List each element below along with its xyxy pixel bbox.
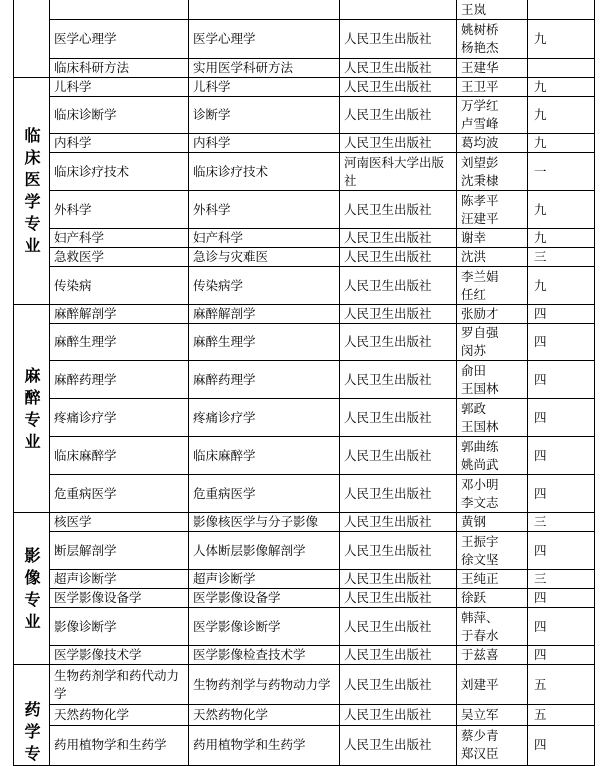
editor-name: 吴立军 [461, 706, 499, 722]
table-row [14, 153, 595, 191]
category-label: 药学专 [24, 700, 41, 763]
course-name-cell: 超声诊断学 [50, 570, 189, 589]
editor-name: 张励才 [461, 306, 499, 321]
table-row [14, 589, 595, 608]
textbook-name-cell: 麻醉药理学 [189, 361, 340, 399]
course-name-cell: 传染病 [50, 267, 189, 305]
course-name-cell: 断层解剖学 [50, 532, 189, 570]
publisher-cell: 人民卫生出版社 [340, 705, 457, 725]
textbook-name-cell: 医学影像设备学 [189, 589, 340, 608]
editor-name: 任红 [461, 286, 487, 302]
table-row [14, 513, 595, 532]
edition-cell [528, 0, 595, 20]
textbook-table [13, 0, 595, 766]
course-name-cell: 危重病医学 [50, 475, 189, 513]
editor-cell [457, 229, 528, 248]
editor-cell [457, 20, 528, 59]
textbook-name-cell: 天然药物化学 [189, 705, 340, 725]
edition-cell: 四 [528, 725, 595, 765]
textbook-name-cell: 麻醉生理学 [189, 324, 340, 361]
textbook-name-cell: 外科学 [189, 191, 340, 229]
editor-name: 闵苏 [461, 343, 487, 358]
textbook-name-cell: 药用植物学和生药学 [189, 725, 340, 765]
textbook-name-cell: 麻醉解剖学 [189, 305, 340, 324]
table-row [14, 305, 595, 324]
publisher-cell: 人民卫生出版社 [340, 59, 457, 78]
editor-name: 沈洪 [461, 249, 487, 264]
editor-name: 邓小明 [461, 476, 499, 492]
course-name-cell: 麻醉药理学 [50, 361, 189, 399]
textbook-name-cell: 实用医学科研方法 [189, 59, 340, 78]
editor-name: 葛均波 [461, 135, 499, 150]
table-row [14, 532, 595, 570]
publisher-cell: 人民卫生出版社 [340, 248, 457, 267]
edition-cell: 四 [528, 361, 595, 399]
publisher-cell: 人民卫生出版社 [340, 437, 457, 475]
table-row [14, 399, 595, 437]
category-label: 影像专业 [24, 545, 41, 631]
publisher-cell: 人民卫生出版社 [340, 725, 457, 765]
edition-cell: 九 [528, 20, 595, 59]
editor-cell [457, 570, 528, 589]
publisher-cell: 人民卫生出版社 [340, 191, 457, 229]
edition-cell: 一 [528, 153, 595, 191]
textbook-name-cell: 人体断层影像解剖学 [189, 532, 340, 570]
textbook-name-cell: 超声诊断学 [189, 570, 340, 589]
course-name-cell: 生物药剂学和药代动力学 [50, 665, 189, 705]
editor-cell [457, 725, 528, 765]
editor-name: 汪建平 [461, 210, 499, 226]
publisher-cell: 人民卫生出版社 [340, 532, 457, 570]
textbook-name-cell: 内科学 [189, 134, 340, 153]
editor-name: 黄钢 [461, 514, 487, 529]
textbook-name-cell: 危重病医学 [189, 475, 340, 513]
table-row [14, 78, 595, 97]
course-name-cell: 医学心理学 [50, 20, 189, 59]
editor-cell [457, 248, 528, 267]
edition-cell: 四 [528, 399, 595, 437]
course-name-cell [50, 0, 189, 20]
table-row [14, 267, 595, 305]
textbook-name-cell: 医学心理学 [189, 20, 340, 59]
editor-name: 李兰娟 [461, 268, 499, 284]
editor-cell [457, 153, 528, 191]
textbook-name-cell: 医学影像诊断学 [189, 608, 340, 646]
editor-name: 于春水 [461, 627, 499, 643]
edition-cell: 四 [528, 532, 595, 570]
publisher-cell: 河南医科大学出版社 [340, 153, 457, 191]
publisher-cell: 人民卫生出版社 [340, 229, 457, 248]
publisher-cell: 人民卫生出版社 [340, 475, 457, 513]
editor-name: 谢幸 [461, 230, 487, 245]
textbook-name-cell: 诊断学 [189, 97, 340, 134]
category-cell [14, 0, 50, 78]
table-row [14, 0, 595, 20]
editor-name: 刘建平 [461, 676, 499, 692]
editor-name: 罗自强 [461, 325, 499, 340]
publisher-cell: 人民卫生出版社 [340, 665, 457, 705]
edition-cell: 三 [528, 513, 595, 532]
edition-cell [528, 59, 595, 78]
table-row [14, 665, 595, 705]
editor-cell [457, 59, 528, 78]
editor-name: 陈孝平 [461, 192, 499, 208]
editor-name: 王卫平 [461, 79, 499, 94]
editor-cell [457, 532, 528, 570]
textbook-name-cell: 儿科学 [189, 78, 340, 97]
edition-cell: 四 [528, 608, 595, 646]
editor-name: 郭曲练 [461, 438, 499, 454]
edition-cell: 四 [528, 646, 595, 665]
editor-name: 李文志 [461, 494, 499, 510]
table-row [14, 134, 595, 153]
table-row [14, 361, 595, 399]
textbook-name-cell [189, 0, 340, 20]
edition-cell: 三 [528, 248, 595, 267]
course-name-cell: 临床麻醉学 [50, 437, 189, 475]
edition-cell: 九 [528, 191, 595, 229]
publisher-cell: 人民卫生出版社 [340, 399, 457, 437]
table-row [14, 725, 595, 765]
publisher-cell: 人民卫生出版社 [340, 513, 457, 532]
editor-name: 韩萍、 [461, 609, 499, 625]
course-name-cell: 核医学 [50, 513, 189, 532]
editor-name: 王国林 [461, 418, 499, 434]
category-label: 麻醉专业 [24, 365, 41, 451]
publisher-cell [340, 0, 457, 20]
textbook-name-cell: 临床诊疗技术 [189, 153, 340, 191]
editor-name: 王纯正 [461, 571, 499, 586]
textbook-name-cell: 生物药剂学与药物动力学 [189, 665, 340, 705]
publisher-cell: 人民卫生出版社 [340, 78, 457, 97]
editor-cell [457, 399, 528, 437]
editor-name: 于兹喜 [461, 647, 499, 662]
editor-cell [457, 475, 528, 513]
edition-cell: 四 [528, 324, 595, 361]
course-name-cell: 疼痛诊疗学 [50, 399, 189, 437]
course-name-cell: 外科学 [50, 191, 189, 229]
editor-name: 刘望彭 [461, 154, 499, 170]
table-row [14, 97, 595, 134]
editor-cell [457, 513, 528, 532]
table-row [14, 608, 595, 646]
course-name-cell: 影像诊断学 [50, 608, 189, 646]
edition-cell: 四 [528, 475, 595, 513]
course-name-cell: 医学影像设备学 [50, 589, 189, 608]
edition-cell: 五 [528, 705, 595, 725]
editor-cell [457, 608, 528, 646]
course-name-cell: 麻醉解剖学 [50, 305, 189, 324]
course-name-cell: 医学影像技术学 [50, 646, 189, 665]
editor-cell [457, 437, 528, 475]
editor-name: 王国林 [461, 380, 499, 396]
publisher-cell: 人民卫生出版社 [340, 608, 457, 646]
editor-cell [457, 191, 528, 229]
editor-name: 俞田 [461, 362, 487, 378]
table-row [14, 570, 595, 589]
textbook-name-cell: 疼痛诊疗学 [189, 399, 340, 437]
edition-cell: 九 [528, 267, 595, 305]
publisher-cell: 人民卫生出版社 [340, 134, 457, 153]
course-name-cell: 临床科研方法 [50, 59, 189, 78]
editor-cell [457, 134, 528, 153]
table-row [14, 20, 595, 59]
edition-cell: 四 [528, 437, 595, 475]
textbook-name-cell: 妇产科学 [189, 229, 340, 248]
category-label: 临床医学专业 [24, 126, 41, 255]
course-name-cell: 天然药物化学 [50, 705, 189, 725]
publisher-cell: 人民卫生出版社 [340, 267, 457, 305]
edition-cell: 九 [528, 78, 595, 97]
table-row [14, 437, 595, 475]
editor-name: 万学红 [461, 98, 499, 113]
textbook-name-cell: 急诊与灾难医 [189, 248, 340, 267]
editor-name: 王建华 [461, 60, 499, 75]
editor-name: 徐文坚 [461, 551, 499, 567]
category-cell [14, 305, 50, 513]
editor-name: 王振宇 [461, 533, 499, 549]
edition-cell: 九 [528, 134, 595, 153]
edition-cell: 九 [528, 97, 595, 134]
edition-cell: 九 [528, 229, 595, 248]
publisher-cell: 人民卫生出版社 [340, 570, 457, 589]
editor-cell [457, 705, 528, 725]
textbook-name-cell: 影像核医学与分子影像 [189, 513, 340, 532]
editor-name: 徐跃 [461, 590, 487, 605]
editor-cell [457, 361, 528, 399]
table-row [14, 191, 595, 229]
editor-name: 郑汉臣 [461, 746, 499, 762]
editor-name: 姚尚武 [461, 456, 499, 472]
edition-cell: 三 [528, 570, 595, 589]
course-name-cell: 临床诊断学 [50, 97, 189, 134]
category-cell [14, 513, 50, 665]
table-row [14, 248, 595, 267]
publisher-cell: 人民卫生出版社 [340, 324, 457, 361]
course-name-cell: 内科学 [50, 134, 189, 153]
editor-cell [457, 0, 528, 20]
publisher-cell: 人民卫生出版社 [340, 305, 457, 324]
editor-name: 沈秉棣 [461, 172, 499, 188]
publisher-cell: 人民卫生出版社 [340, 589, 457, 608]
category-cell [14, 665, 50, 766]
publisher-cell: 人民卫生出版社 [340, 20, 457, 59]
textbook-name-cell: 传染病学 [189, 267, 340, 305]
publisher-cell: 人民卫生出版社 [340, 361, 457, 399]
table-row [14, 646, 595, 665]
table-row [14, 705, 595, 725]
edition-cell: 五 [528, 665, 595, 705]
editor-name: 郭政 [461, 400, 487, 416]
editor-name: 蔡少青 [461, 728, 499, 744]
category-cell [14, 78, 50, 305]
editor-cell [457, 78, 528, 97]
edition-cell: 四 [528, 589, 595, 608]
editor-cell [457, 267, 528, 305]
editor-cell [457, 97, 528, 134]
editor-cell [457, 324, 528, 361]
course-name-cell: 麻醉生理学 [50, 324, 189, 361]
publisher-cell: 人民卫生出版社 [340, 646, 457, 665]
edition-cell: 四 [528, 305, 595, 324]
table-row [14, 59, 595, 78]
editor-cell [457, 305, 528, 324]
table-row [14, 229, 595, 248]
editor-name: 杨艳杰 [461, 40, 499, 55]
editor-name: 姚树桥 [461, 22, 499, 37]
editor-name: 王岚 [461, 2, 487, 17]
table-row [14, 475, 595, 513]
table-row [14, 324, 595, 361]
textbook-name-cell: 医学影像检查技术学 [189, 646, 340, 665]
course-name-cell: 儿科学 [50, 78, 189, 97]
textbook-name-cell: 临床麻醉学 [189, 437, 340, 475]
course-name-cell: 药用植物学和生药学 [50, 725, 189, 765]
editor-name: 卢雪峰 [461, 116, 499, 131]
course-name-cell: 临床诊疗技术 [50, 153, 189, 191]
course-name-cell: 妇产科学 [50, 229, 189, 248]
course-name-cell: 急救医学 [50, 248, 189, 267]
editor-cell [457, 646, 528, 665]
publisher-cell: 人民卫生出版社 [340, 97, 457, 134]
editor-cell [457, 665, 528, 705]
editor-cell [457, 589, 528, 608]
